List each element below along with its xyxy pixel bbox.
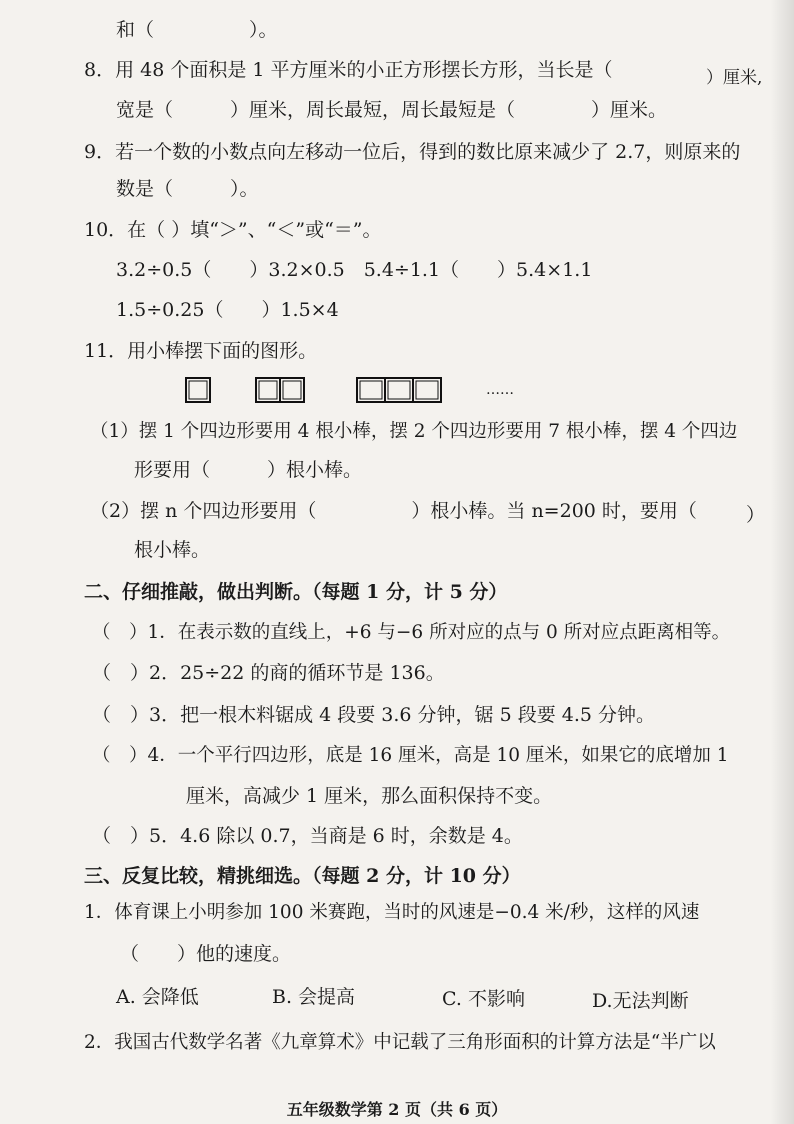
- q7-tail: 和（ ）。: [116, 19, 278, 41]
- judge-item-2: （ ）2．25÷22 的商的循环节是 136。: [92, 662, 445, 684]
- judge-item-5: （ ）5．4.6 除以 0.7，当商是 6 时，余数是 4。: [92, 825, 523, 847]
- q9-line2: 数是（ ）。: [116, 178, 259, 200]
- stick-square-3b: [385, 378, 413, 402]
- q11-ellipsis: ……: [486, 382, 514, 398]
- stick-figures: [184, 376, 524, 406]
- judge-item-4-line1: （ ）4．一个平行四边形，底是 16 厘米，高是 10 厘米，如果它的底增加 1: [92, 745, 729, 766]
- q11-part1-line2: 形要用（ ）根小棒。: [134, 459, 363, 481]
- choice-q2-line1: 2．我国古代数学名著《九章算术》中记载了三角形面积的计算方法是“半广以: [84, 1032, 716, 1053]
- judge-item-3: （ ）3．把一根木料锯成 4 段要 3.6 分钟，锯 5 段要 4.5 分钟。: [92, 704, 656, 726]
- stick-square-1: [186, 378, 210, 402]
- choice-q1-line2: （ ）他的速度。: [120, 943, 292, 965]
- page-footer: 五年级数学第 2 页（共 6 页）: [286, 1100, 508, 1119]
- choice-q1-option-a: A. 会降低: [116, 986, 199, 1008]
- q8-line1: 8．用 48 个面积是 1 平方厘米的小正方形摆长方形，当长是（: [84, 59, 613, 81]
- judge-item-4-line2: 厘米，高减少 1 厘米，那么面积保持不变。: [186, 785, 553, 807]
- q8-line1-tail: ）厘米,: [706, 68, 763, 88]
- q11-part2-line2: 根小棒。: [134, 539, 211, 561]
- choice-q1-option-b: B. 会提高: [272, 986, 356, 1008]
- stick-square-3a: [357, 378, 385, 402]
- choice-q1-option-c: C. 不影响: [442, 988, 525, 1010]
- section-2-heading: 二、仔细推敲，做出判断。（每题 1 分，计 5 分）: [84, 581, 508, 603]
- judge-item-1: （ ）1．在表示数的直线上，+6 与−6 所对应的点与 0 所对应点距离相等。: [92, 622, 731, 643]
- q11-part2-line1: （2）摆 n 个四边形要用（ ）根小棒。当 n=200 时，要用（: [90, 500, 697, 522]
- choice-q1-option-d: D.无法判断: [592, 990, 689, 1012]
- stick-square-2a: [256, 378, 280, 402]
- scan-edge-shadow: [770, 0, 794, 1124]
- choice-q1-line1: 1．体育课上小明参加 100 米赛跑，当时的风速是−0.4 米/秒，这样的风速: [84, 902, 700, 923]
- section-3-heading: 三、反复比较，精挑细选。（每题 2 分，计 10 分）: [84, 865, 521, 887]
- q9-line1: 9．若一个数的小数点向左移动一位后，得到的数比原来减少了 2.7，则原来的: [84, 141, 741, 163]
- q11-part1-line1: （1）摆 1 个四边形要用 4 根小棒，摆 2 个四边形要用 7 根小棒，摆 4 个四边: [90, 421, 738, 442]
- q11-title: 11．用小棒摆下面的图形。: [84, 340, 318, 362]
- stick-square-2b: [280, 378, 304, 402]
- q10-title: 10．在（ ）填“＞”、“＜”或“＝”。: [84, 219, 382, 241]
- q11-part2-line1-tail: ）: [746, 504, 766, 526]
- q10-row2: 1.5÷0.25（ ）1.5×4: [116, 299, 339, 321]
- q8-line2: 宽是（ ）厘米，周长最短，周长最短是（ ）厘米。: [116, 99, 668, 121]
- stick-square-3c: [413, 378, 441, 402]
- q10-row1: 3.2÷0.5（ ）3.2×0.5 5.4÷1.1（ ）5.4×1.1: [116, 259, 593, 281]
